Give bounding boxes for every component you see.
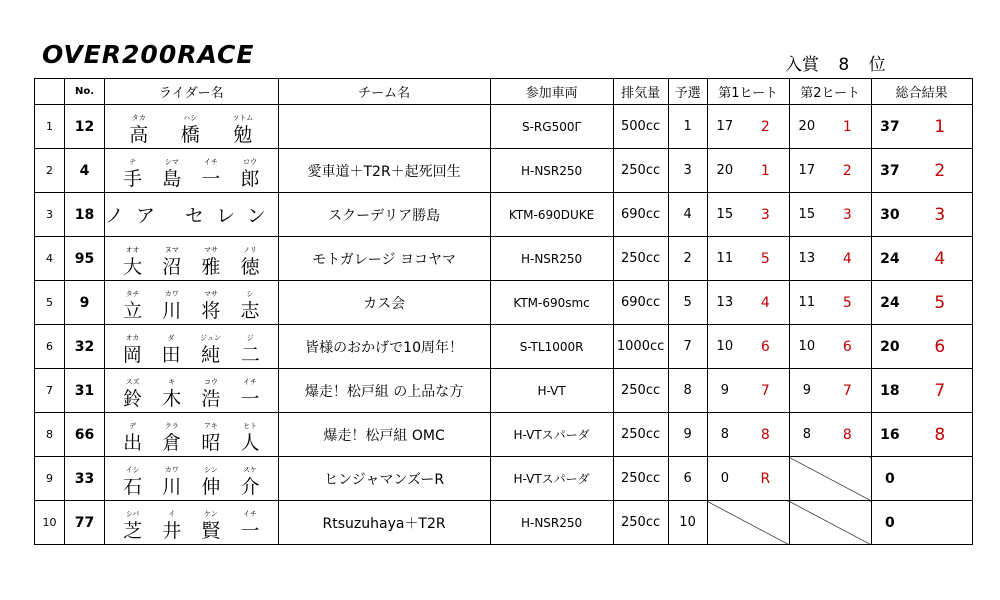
kanji: 出 — [123, 431, 143, 454]
furigana: ハシ — [183, 113, 198, 122]
rider-number-cell: 31 — [65, 369, 105, 413]
kanji: 島 — [162, 167, 182, 190]
rider-name-cell — [105, 501, 279, 545]
furigana: オオ — [125, 245, 140, 254]
heat1-rank-cell: 4 — [742, 281, 789, 325]
qualifying-cell: 4 — [668, 193, 707, 237]
rider-name-char — [200, 334, 221, 367]
total-points-cell: 0 — [871, 501, 908, 545]
heat2-points-cell: 13 — [789, 237, 824, 281]
kanji: 勉 — [233, 123, 253, 146]
vehicle-cell: H-NSR250 — [490, 501, 613, 545]
heat1-points-cell: 11 — [707, 237, 742, 281]
results-table — [34, 78, 973, 545]
kanji: 雅 — [201, 255, 221, 278]
furigana: シ — [246, 289, 254, 298]
heat2-points-cell: 20 — [789, 105, 824, 149]
kanji: 井 — [162, 519, 182, 542]
furigana: イチ — [203, 157, 218, 166]
rider-number-cell: 77 — [65, 501, 105, 545]
qualifying-cell: 2 — [668, 237, 707, 281]
rider-name-char — [240, 378, 259, 411]
furigana: イシ — [125, 465, 140, 474]
row-index-cell: 3 — [35, 193, 65, 237]
heat1-rank-cell: 1 — [742, 149, 789, 193]
furigana: ダ — [167, 333, 175, 342]
prize-count-label: 入賞 8 位 — [785, 55, 886, 75]
row-index-cell: 10 — [35, 501, 65, 545]
heat1-rank-cell: 3 — [742, 193, 789, 237]
total-points-cell: 37 — [871, 149, 908, 193]
kanji: 大 — [123, 255, 143, 278]
rider-name-cell — [105, 281, 279, 325]
kanji: 伸 — [201, 475, 221, 498]
total-points-cell: 24 — [871, 281, 908, 325]
table-row — [35, 501, 973, 545]
total-points-cell: 0 — [871, 457, 908, 501]
vehicle-cell: KTM-690smc — [490, 281, 613, 325]
heat1-points-cell: 0 — [707, 457, 742, 501]
total-points-cell: 18 — [871, 369, 908, 413]
row-index-cell: 4 — [35, 237, 65, 281]
rider-name-char — [123, 510, 142, 543]
rider-name-cell — [105, 149, 279, 193]
furigana: イチ — [242, 509, 257, 518]
heat2-points-cell: 17 — [789, 149, 824, 193]
heat1-points-cell: 8 — [707, 413, 742, 457]
kanji: 一 — [201, 167, 221, 190]
furigana: マサ — [203, 245, 218, 254]
table-row — [35, 413, 973, 457]
rider-name-char — [123, 378, 142, 411]
heat2-rank-cell: 7 — [824, 369, 871, 413]
total-points-cell: 24 — [871, 237, 908, 281]
heat1-points-cell: 17 — [707, 105, 742, 149]
heat1-rank-cell: 6 — [742, 325, 789, 369]
rider-name-char — [201, 290, 220, 323]
heat2-points-cell: 8 — [789, 413, 824, 457]
kanji: 徳 — [240, 255, 260, 278]
header-heat1: 第1ヒート — [707, 79, 789, 105]
kanji: 石 — [123, 475, 143, 498]
heat2-rank-cell: 2 — [824, 149, 871, 193]
table-row — [35, 325, 973, 369]
rider-name-cell — [105, 105, 279, 149]
header-total: 総合結果 — [871, 79, 972, 105]
qualifying-cell: 8 — [668, 369, 707, 413]
rider-number-cell: 18 — [65, 193, 105, 237]
qualifying-cell: 6 — [668, 457, 707, 501]
heat1-rank-cell: 8 — [742, 413, 789, 457]
qualifying-cell: 9 — [668, 413, 707, 457]
displacement-cell: 250cc — [613, 149, 668, 193]
furigana: タカ — [131, 113, 146, 122]
total-points-cell: 30 — [871, 193, 908, 237]
kanji: 鈴 — [123, 387, 143, 410]
heat2-rank-cell: 3 — [824, 193, 871, 237]
rider-name-char — [232, 114, 253, 147]
kanji: 志 — [240, 299, 260, 322]
displacement-cell: 690cc — [613, 281, 668, 325]
furigana: カワ — [164, 465, 179, 474]
rider-name-char — [162, 158, 181, 191]
rider-name-char — [123, 334, 142, 367]
final-rank-cell: 3 — [908, 193, 972, 237]
team-name-cell — [278, 105, 490, 149]
kanji: 高 — [129, 123, 149, 146]
displacement-cell: 690cc — [613, 193, 668, 237]
heat1-rank-cell: R — [742, 457, 789, 501]
heat1-rank-cell: 5 — [742, 237, 789, 281]
header-car: 参加車両 — [490, 79, 613, 105]
table-row — [35, 281, 973, 325]
furigana: ヒト — [242, 421, 257, 430]
page-title: OVER200RACE — [42, 40, 255, 69]
heat1-points-cell: 10 — [707, 325, 742, 369]
rider-name-text: ノア セレン — [105, 205, 278, 227]
rider-name-char — [162, 290, 181, 323]
final-rank-cell: 1 — [908, 105, 972, 149]
table-row — [35, 237, 973, 281]
rider-name-char — [123, 422, 142, 455]
displacement-cell: 250cc — [613, 457, 668, 501]
heat2-empty-cell — [789, 457, 871, 501]
kanji: 手 — [123, 167, 143, 190]
heat1-empty-cell — [707, 501, 789, 545]
rider-name-cell — [105, 237, 279, 281]
furigana: タチ — [125, 289, 140, 298]
qualifying-cell: 3 — [668, 149, 707, 193]
vehicle-cell: H-VT — [490, 369, 613, 413]
furigana: カワ — [164, 289, 179, 298]
rider-name-char — [240, 290, 259, 323]
rider-name-char — [129, 114, 148, 147]
rider-name-char — [241, 334, 260, 367]
vehicle-cell: H-NSR250 — [490, 237, 613, 281]
team-name-cell: モトガレージ ヨコヤマ — [278, 237, 490, 281]
row-index-cell: 9 — [35, 457, 65, 501]
kanji: 木 — [162, 387, 182, 410]
furigana: アキ — [203, 421, 218, 430]
heat2-rank-cell: 4 — [824, 237, 871, 281]
heat1-points-cell: 13 — [707, 281, 742, 325]
furigana: ジ — [246, 333, 254, 342]
header-team: チーム名 — [278, 79, 490, 105]
rider-name-char — [240, 466, 259, 499]
kanji: 人 — [240, 431, 260, 454]
heat2-points-cell: 15 — [789, 193, 824, 237]
kanji: 田 — [161, 343, 181, 366]
rider-name-char — [240, 510, 259, 543]
vehicle-cell: S-TL1000R — [490, 325, 613, 369]
rider-name-cell — [105, 369, 279, 413]
rider-name-char — [162, 466, 181, 499]
final-rank-cell: 5 — [908, 281, 972, 325]
heat1-points-cell: 9 — [707, 369, 742, 413]
kanji: 一 — [240, 387, 260, 410]
kanji: 介 — [240, 475, 260, 498]
rider-name-cell — [105, 325, 279, 369]
rider-name-char — [240, 422, 259, 455]
team-name-cell: 爆走！松戸組 の上品な方 — [278, 369, 490, 413]
heat2-empty-cell — [789, 501, 871, 545]
rider-name-char — [162, 246, 181, 279]
heat2-points-cell: 9 — [789, 369, 824, 413]
kanji: 川 — [162, 299, 182, 322]
vehicle-cell: KTM-690DUKE — [490, 193, 613, 237]
displacement-cell: 250cc — [613, 237, 668, 281]
rider-name-char — [240, 246, 259, 279]
kanji: 岡 — [122, 343, 142, 366]
kanji: 昭 — [201, 431, 221, 454]
vehicle-cell: S-RG500Γ — [490, 105, 613, 149]
header-index — [35, 79, 65, 105]
rider-name-char — [123, 158, 142, 191]
rider-name-char — [162, 422, 181, 455]
kanji: 橋 — [180, 123, 200, 146]
total-points-cell: 37 — [871, 105, 908, 149]
vehicle-cell: H-VTスパーダ — [490, 457, 613, 501]
furigana: スズ — [125, 377, 140, 386]
kanji: 川 — [162, 475, 182, 498]
kanji: 郎 — [240, 167, 260, 190]
table-row — [35, 369, 973, 413]
rider-number-cell: 66 — [65, 413, 105, 457]
rider-name-cell — [105, 413, 279, 457]
furigana: ヌマ — [164, 245, 179, 254]
kanji: 純 — [201, 343, 221, 366]
heat2-points-cell: 10 — [789, 325, 824, 369]
rider-name-char — [201, 422, 220, 455]
kanji: 浩 — [201, 387, 221, 410]
rider-number-cell: 95 — [65, 237, 105, 281]
rider-name-char — [201, 378, 220, 411]
rider-name-char — [181, 114, 200, 147]
furigana: クラ — [164, 421, 179, 430]
team-name-cell: 愛車道＋T2R＋起死回生 — [278, 149, 490, 193]
displacement-cell: 250cc — [613, 501, 668, 545]
rider-name-char — [123, 246, 142, 279]
rider-name-cell — [105, 193, 279, 237]
heat2-rank-cell: 6 — [824, 325, 871, 369]
final-rank-cell: 2 — [908, 149, 972, 193]
rider-name-char — [162, 510, 181, 543]
kanji: 賢 — [201, 519, 221, 542]
qualifying-cell: 5 — [668, 281, 707, 325]
kanji: 立 — [123, 299, 143, 322]
table-header-row — [35, 79, 973, 105]
row-index-cell: 1 — [35, 105, 65, 149]
furigana: ジュン — [200, 333, 222, 342]
final-rank-cell: 7 — [908, 369, 972, 413]
qualifying-cell: 10 — [668, 501, 707, 545]
final-rank-cell — [908, 457, 972, 501]
rider-name-char — [240, 158, 259, 191]
row-index-cell: 5 — [35, 281, 65, 325]
table-row — [35, 105, 973, 149]
heat1-rank-cell: 2 — [742, 105, 789, 149]
furigana: ロウ — [242, 157, 257, 166]
rider-number-cell: 4 — [65, 149, 105, 193]
furigana: シマ — [164, 157, 179, 166]
furigana: マサ — [203, 289, 218, 298]
row-index-cell: 2 — [35, 149, 65, 193]
rider-name-char — [162, 378, 181, 411]
row-index-cell: 7 — [35, 369, 65, 413]
qualifying-cell: 1 — [668, 105, 707, 149]
table-row — [35, 193, 973, 237]
furigana: イチ — [242, 377, 257, 386]
furigana: ケン — [204, 509, 218, 518]
table-row — [35, 457, 973, 501]
team-name-cell: 皆様のおかげで10周年！ — [278, 325, 490, 369]
displacement-cell: 500cc — [613, 105, 668, 149]
furigana: デ — [129, 421, 137, 430]
final-rank-cell: 4 — [908, 237, 972, 281]
rider-name-char — [162, 334, 181, 367]
vehicle-cell: H-VTスパーダ — [490, 413, 613, 457]
displacement-cell: 1000cc — [613, 325, 668, 369]
table-row — [35, 149, 973, 193]
heat2-rank-cell: 8 — [824, 413, 871, 457]
final-rank-cell: 8 — [908, 413, 972, 457]
furigana: シバ — [125, 509, 140, 518]
team-name-cell: ヒンジャマンズーR — [278, 457, 490, 501]
team-name-cell: カス会 — [278, 281, 490, 325]
team-name-cell: Rtsuzuhaya＋T2R — [278, 501, 490, 545]
header-rider: ライダー名 — [105, 79, 279, 105]
kanji: 芝 — [123, 519, 143, 542]
rider-name-char — [201, 466, 220, 499]
rider-number-cell: 9 — [65, 281, 105, 325]
displacement-cell: 250cc — [613, 369, 668, 413]
heat1-rank-cell: 7 — [742, 369, 789, 413]
header-no: No. — [65, 79, 105, 105]
rider-name-char — [201, 246, 220, 279]
rider-name-char — [201, 158, 220, 191]
kanji: 将 — [201, 299, 221, 322]
rider-name-cell — [105, 457, 279, 501]
header-displacement: 排気量 — [613, 79, 668, 105]
header-qualifying: 予選 — [668, 79, 707, 105]
team-name-cell: スクーデリア勝島 — [278, 193, 490, 237]
furigana: キ — [168, 377, 176, 386]
furigana: ツトム — [232, 113, 254, 122]
kanji: 倉 — [162, 431, 182, 454]
furigana: シン — [203, 465, 218, 474]
furigana: イ — [168, 509, 176, 518]
rider-name-char — [201, 510, 220, 543]
displacement-cell: 250cc — [613, 413, 668, 457]
rider-number-cell: 32 — [65, 325, 105, 369]
rider-name-char — [123, 290, 142, 323]
header-heat2: 第2ヒート — [789, 79, 871, 105]
rider-number-cell: 12 — [65, 105, 105, 149]
total-points-cell: 20 — [871, 325, 908, 369]
rider-name-char — [123, 466, 142, 499]
total-points-cell: 16 — [871, 413, 908, 457]
furigana: テ — [129, 157, 137, 166]
furigana: スケ — [242, 465, 257, 474]
heat1-points-cell: 20 — [707, 149, 742, 193]
heat2-points-cell: 11 — [789, 281, 824, 325]
final-rank-cell — [908, 501, 972, 545]
rider-number-cell: 33 — [65, 457, 105, 501]
kanji: 二 — [240, 343, 260, 366]
qualifying-cell: 7 — [668, 325, 707, 369]
furigana: コウ — [203, 377, 218, 386]
kanji: 沼 — [162, 255, 182, 278]
kanji: 一 — [240, 519, 260, 542]
row-index-cell: 6 — [35, 325, 65, 369]
furigana: オカ — [125, 333, 140, 342]
vehicle-cell: H-NSR250 — [490, 149, 613, 193]
team-name-cell: 爆走！松戸組 OMC — [278, 413, 490, 457]
heat2-rank-cell: 5 — [824, 281, 871, 325]
final-rank-cell: 6 — [908, 325, 972, 369]
row-index-cell: 8 — [35, 413, 65, 457]
heat1-points-cell: 15 — [707, 193, 742, 237]
heat2-rank-cell: 1 — [824, 105, 871, 149]
furigana: ノリ — [243, 245, 257, 254]
